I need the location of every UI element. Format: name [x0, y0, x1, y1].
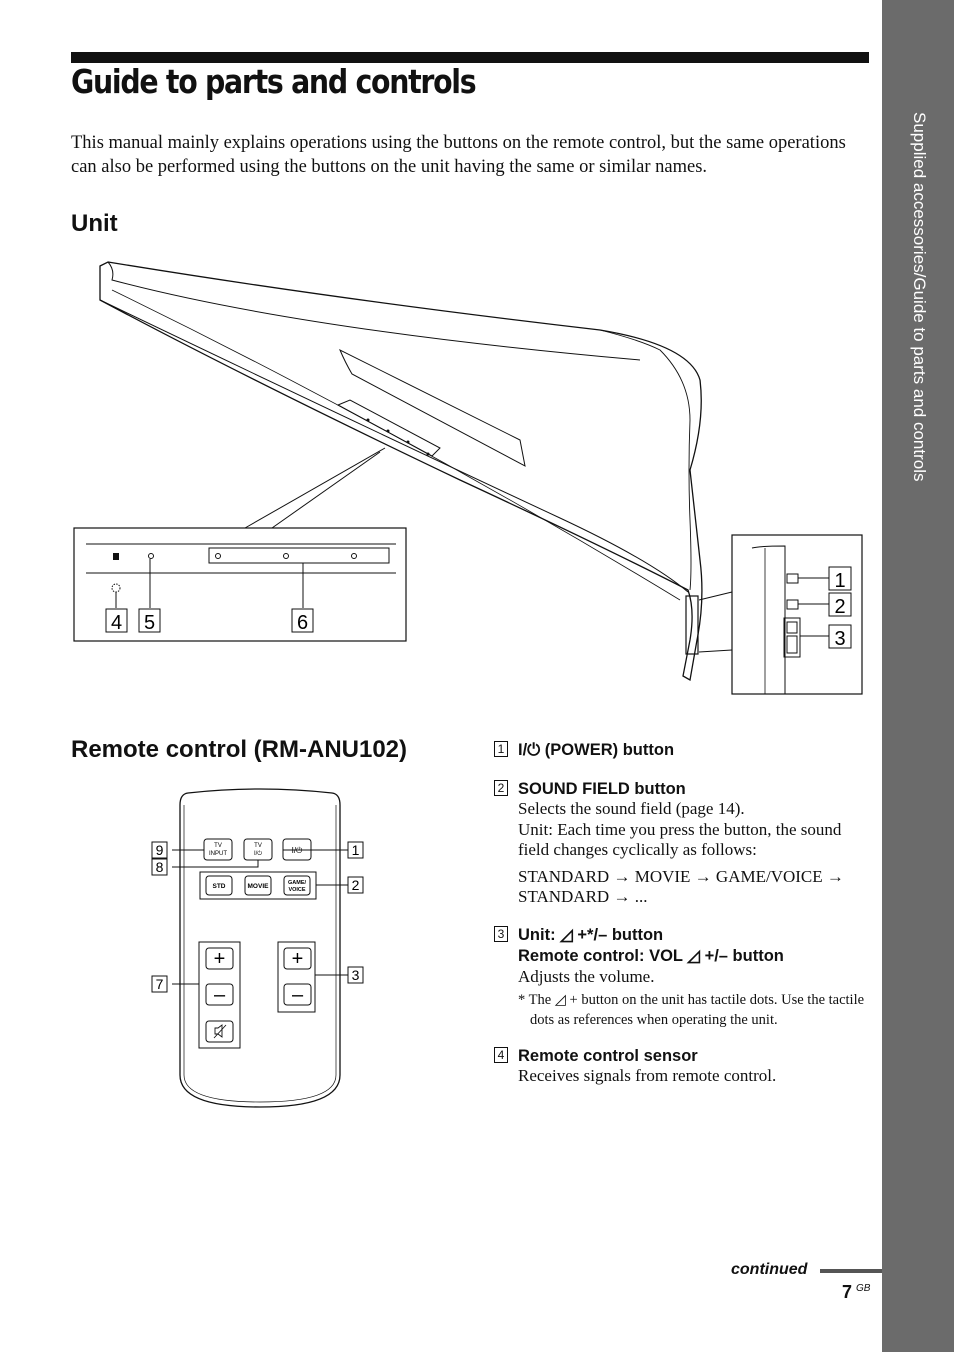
remote-heading: Remote control (RM-ANU102): [71, 736, 408, 763]
btn-game-bottom: VOICE: [288, 887, 306, 893]
item-text: Unit: Each time you press the button, the sound field changes cyclically as follows:: [518, 819, 842, 859]
item-heading: Remote control sensor: [518, 1047, 698, 1065]
callout-3-remote: 3: [351, 967, 360, 983]
callout-2-remote: 2: [351, 877, 360, 893]
btn-tv-power-top: TV: [254, 843, 262, 849]
item-text: Adjusts the volume.: [518, 966, 655, 986]
list-item: [494, 925, 874, 1031]
btn-power-label: I/⏻: [291, 846, 303, 855]
btn-game-top: GAME/: [287, 880, 307, 886]
btn-tv-input-top: TV: [214, 843, 222, 849]
callout-2-unit: 2: [834, 596, 846, 618]
callout-6: 6: [296, 612, 309, 634]
list-item: [494, 1046, 874, 1087]
item-number: 1: [494, 741, 508, 757]
side-tab-label: Supplied accessories/Guide to parts and controls: [910, 112, 929, 482]
page-title: Guide to parts and controls: [71, 62, 476, 101]
remote-body: [180, 789, 340, 1107]
callout-3-unit: 3: [834, 628, 846, 650]
page-suffix: GB: [856, 1283, 871, 1294]
btn-std-label: STD: [212, 883, 226, 890]
item-number: 4: [494, 1047, 508, 1063]
btn-movie-label: MOVIE: [247, 883, 269, 890]
callout-4: 4: [110, 612, 123, 634]
parts-list: [494, 740, 874, 1099]
callout-1-unit: 1: [834, 570, 846, 592]
item-note: * The ◿ + button on the unit has tactile dots. Use the tactile dots as references when operating the unit.: [518, 992, 865, 1028]
unit-heading: Unit: [71, 210, 118, 237]
callout-7: 7: [155, 976, 164, 992]
item-heading-2: Remote control: VOL ◿ +/– button: [518, 946, 784, 965]
btn-tv-vol-plus: +: [213, 948, 226, 970]
callout-8: 8: [155, 859, 164, 875]
continued-bar: [820, 1269, 882, 1273]
item-heading: Unit: ◿ +*/– button: [518, 925, 664, 944]
item-text: Selects the sound field (page 14).: [518, 799, 745, 818]
item-number: 3: [494, 926, 508, 942]
callout-5: 5: [143, 612, 156, 634]
item-heading: SOUND FIELD button: [518, 780, 686, 798]
intro-paragraph: This manual mainly explains operations using the buttons on the remote control, but the same operations can also be performed using the buttons on the unit having the same or similar names.: [71, 133, 846, 177]
page-number: 7: [842, 1282, 853, 1302]
btn-vol-plus: +: [291, 948, 304, 970]
continued-label: continued: [731, 1261, 808, 1278]
btn-tv-input-bottom: INPUT: [209, 851, 227, 857]
callout-1-remote: 1: [351, 842, 360, 858]
sound-field-sequence: STANDARD → MOVIE → GAME/VOICE → STANDARD → ...: [518, 866, 844, 906]
callout-9: 9: [155, 842, 164, 858]
item-heading: I/⏻ (POWER) button: [518, 741, 675, 759]
list-item: [494, 740, 874, 760]
list-item: [494, 779, 874, 908]
item-text: Receives signals from remote control.: [518, 1066, 777, 1085]
btn-tv-vol-minus: –: [213, 984, 226, 1006]
remote-diagram: [140, 785, 380, 1115]
item-number: 2: [494, 780, 508, 796]
btn-tv-power-bottom: I/⏻: [253, 851, 263, 857]
btn-vol-minus: –: [291, 984, 304, 1006]
